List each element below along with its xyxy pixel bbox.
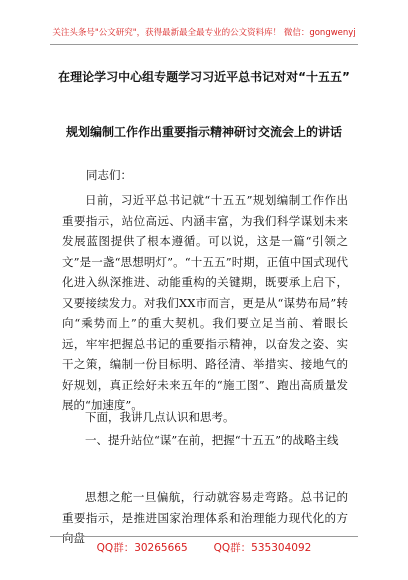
salutation: 同志们： [86,168,132,182]
document-title-line-2: 规划编制工作作出重要指示精神研讨交流会上的讲话 [65,125,342,139]
footer-qq-group-1: QQ群：30265665 [96,542,188,554]
body-paragraph-1: 日前，习近平总书记就“十五五”规划编制工作作出重要指示，站位高远、内涵丰富，为我们科学谋划未来发展蓝图提供了根本遵循。可以说，这是一篇“引领之文”是一盏“思想明灯”。“十五五”时期，正值中国式现代化进入纵深推进、动能重构的关键期，既要承上启下，又要接续发力。对我们XX市而言，更是从“谋势布局”转向“乘势而上”的重大契机。我们要立足当前、着眼长远，牢牢把握总书记的重要指示精神，以奋发之姿、实干之策，编制一份目标明、路径清、举措实、接地气的好规划，真正绘好未来五年的“施工图”、跑出高质量发展的“加速度”。 [62,193,348,412]
header-divider [50,44,358,45]
document-title-line-1: 在理论学习中心组专题学习习近平总书记对对“十五五” [58,70,350,84]
body-paragraph-3: 思想之舵一旦偏航，行动就容易走弯路。总书记的重要指示，是推进国家治理体系和治理能力现代化的方向盘 [62,490,348,545]
footer-qq-group-2: QQ群：535304092 [213,542,312,554]
footer [30,540,378,555]
header-banner: 关注头条号"公文研究"，获得最新最全最专业的公文资料库！ 微信：gongwenyj [52,28,356,38]
section-heading-1: 一、提升站位“谋”在前，把握“十五五”的战略主线 [85,433,339,447]
body-paragraph-2: 下面，我讲几点认识和思考。 [85,410,235,424]
footer-divider [50,536,358,537]
